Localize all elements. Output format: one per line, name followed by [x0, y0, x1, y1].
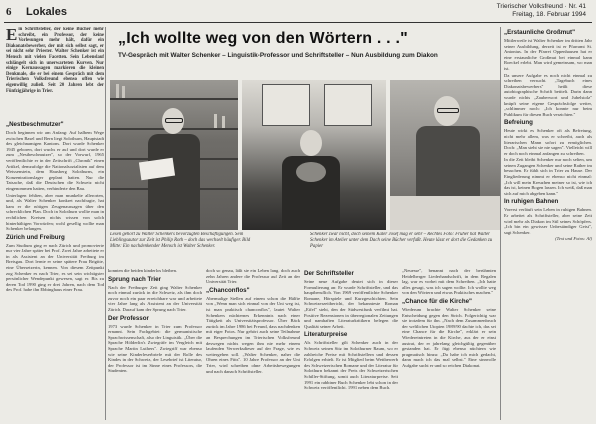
paragraph: Abermalige Stellen auf einem schon die Hälfte von „Wenn man sich einmal von der Uni weg ist, ist man praktisch chanconflos", lautet Walter Schenkers nüchternes Erkenntnis nach einer Tätigkeit als Universitätsprofessor. Über Bäck zurück im Jahre 1986 bei Freund, dass nachdenken mit eiger Fotos. Nur gehört auch seine Teilnahme an Besprechungen im Trierischen Volksfreund deswegen nichts wegen ihm nie mehr einem laufenden Verwerksdieser auf der Frage, wie es weitergehen soll. „Walter Schenker, naher die Ohren eines Fitts". 10 Jahre Professor an der Uni Trier, wird schreiben ohne Arbeitsbewegungen und nach danach Schriftsteller.	[206, 295, 300, 374]
photo-caption-right: Schenker zwar nicht, doch seinem Kater Josef mag er sehr – Rechtes Foto: Früher hat Walter Schenker im Atelier unter dem Dach seine Bücher verfaßt. Heute lässt er dort die Gedanken zu Papier	[310, 232, 493, 249]
paragraph: Unterlagen fehlten, aber man munkelte allerorten, und, als Walter Schenker konkret nachfragte, hat kam er die nötigen Zeugenaussagen über den schrecklichen Plan. Doch in Solothurn wollte man in rechtlichen Kreisen nichts wissen von solch hinterhältigen Vorwürfen; wohl gesellig wollte man Schenker belangen.	[6, 192, 104, 232]
paragraph: Doch beginnen wir am Anfang: Auf halbem Wege zwischen Basel und Bern liegt Solothurn, Hauptstadt des gleichnamigen Kantons. Dort wurde Schenker 1945 geboren, dort wuchs er auf und dort wurde er zum „Nestbeschmutzer", so der Vorwurf, 1965 veröffentlichte er in der Zeitschrift „Chronik" einen Artikel, demzufolge die Nationalsozialisten auf dem Weissenstein, dem Hausberg Solothurns, ein Konzentrationslager geplant hatten. Nur die Tatsache, daß die Deutschen die Schweiz nicht eingenommen hatten, verhinderte den Bau.	[6, 130, 104, 191]
page-number: 6	[6, 6, 12, 18]
column-1	[6, 119, 104, 419]
intro-text: in Schriftsteller, der keine Bücher mehr schreibt, ein Professor, der keine Vorlesungen mehr hält, dafür ein Diakonatsbewerber, der mit sich selbst sagt, er sei nicht sehr Priester. Walter Schenker ist ein Mensch mit vielen Facetten. Sein Lebenslauf schlängelt sich in unerwarteten Kurven. Nur einige Kernaussagen markieren die kleinen Denkmale, die er bei einem Gespräch mit dem Trierischen Volksfreund ebenso offen wie eigenwillig zuließ. Seit 20 Jahren lebt der Fünfzigjährige in Trier.	[6, 27, 104, 94]
subheading: Der Schriftsteller	[304, 270, 354, 277]
subheading: Zürich und Freiburg	[6, 233, 65, 241]
glasses	[437, 108, 459, 113]
paragraph: Nach der Freiburger Zeit ging Walter Schenker noch einmal zurück in die Schweiz, als ihm doch zuvor noch ein paar erreichbare war und arbeitete vier Jahre lang als Assistent an der Universität Zürich. Darauf kam der Sprung nach Trier.	[108, 284, 202, 312]
subheading: „Nestbeschmutzer"	[6, 121, 64, 128]
subheading: In ruhigen Bahnen	[504, 198, 559, 206]
subheading: Befreiung	[504, 119, 533, 127]
section-title: Lokales	[26, 6, 67, 18]
paragraph: „Neuesse", benannt nach der berühmten Heidelberger Liederhandschrift, in dem Regalen lag, war es vorbei mit dem Schreiben. „Ich hatte alles gesagt, was ich sagen wollte. Ich wollte weg von den Wörtern und etwas Praktisches machen."	[402, 268, 496, 296]
article-deck: TV-Gespräch mit Walter Schenker – Linguistik-Professor und Schriftsteller – Nun Ausbildung zum Diakon	[118, 52, 438, 59]
paragraph: Mittlerweile ist Walter Schenker im dritten Jahr seiner Ausbildung, derzeit ist er Pfarramt St. Antonius. In der Pfarrei Oppenhausen hat er eine erstaunliche Großmut bei einmal kann Roeckel erlebt. Man wird gemeinsam, wo man ist.	[504, 38, 592, 71]
paragraph: 1973 wurde Schenker in Trier zum Professor ernannt. Sein Fachgebiet: die germanistische Sprachwissenschaft, also der Linguistik. „Über die Sprache Hölderlin's Zwiegräfe im Vergleich mit Sprache Martin Luthers". Zwiegriff war ebenso wie seine Kinderleserbriefe mit der Rolle des Kindes in der Schweiz, der Lesebrief ist Literatur, der Professor ist im Sinne eines Professors, die Studenten.	[108, 323, 202, 374]
subheading: Der Professor	[108, 314, 149, 322]
paragraph: doch so genau, läßt sie ein Leben lang. doch auch zehn Jahren andere die Professur auf Zeit an der Universität Trier.	[206, 268, 300, 285]
desk-papers	[390, 196, 500, 230]
masthead-info	[497, 3, 586, 19]
issue-date: Freitag, 18. Februar 1994	[512, 11, 586, 18]
column-6	[504, 27, 592, 420]
window	[262, 84, 310, 126]
window	[324, 84, 372, 126]
header-rule	[4, 22, 592, 23]
subheading: Literaturpreise	[304, 331, 348, 339]
cat-icon	[296, 162, 326, 182]
glasses	[165, 118, 183, 123]
article-headline: „Ich wollte weg von den Wörtern . . ."	[118, 30, 408, 47]
photo-cat	[242, 80, 386, 230]
column-4	[304, 268, 398, 420]
column-3	[206, 268, 300, 420]
paragraph: Heute wirkt es Schenker oft als Befreiung, nicht mehr allem, was er schreibt, auch als literarischen Mann sofort zu ermöglichen. Doch: „Man sieht sie nie sagen". Vielleicht will er doch noch einmal anfangen zu schreiben.	[504, 128, 592, 156]
column-2	[108, 268, 202, 420]
photo-caption-left: Lesen gehört zu Walter Schenkers bevorzugten Beschäftigungen. Sein Lieblingsautor zur Zeit ist Philip Roth – doch das wechselt häufiger. Bild Mitte: Ein nachdenkender Mensch ist Walter Schenker.	[110, 232, 251, 249]
paragraph: Zum Studium ging er nach Zürich und promovierte nur vier Jahre später bei Prof. Zwei Jahre arbeitete er in als Assistent an der Universität Freiburg im Breisgau. Dort lernte er seine spätere Frau Brigitte, eine Übersetzerin, kennen. Von diesem Zeitpunkt zog Schenker es nach Trier, es sei sein wichtigster persönlicher Wendepunkt gewesen, sagt er. Bis zu deren Tod 1990 ging er drei Jahren, nach dem Tod des Prof. habe ihn Ebbinghaus einer Frau.	[6, 242, 104, 293]
subheading: Sprung nach Trier	[108, 275, 161, 283]
byline: (Text und Fotos: Al)	[555, 236, 592, 242]
column-divider	[500, 27, 501, 420]
paragraph: Da unsere Aufgabe es noch nicht einmal zu schreiben versucht. „Tagebuch eines Diakonatsbewerbers" heißt diese autobiographische Schrift betitelt. Darin dann wurde nichts „Zauberwort und Jubelstolz" knüpft seine eigene Gesprächsfolge weiter, „schlimmer noch: „Ich konnte nur beim Publikum für diesen Buch verzichten."	[504, 72, 592, 117]
column-5	[402, 268, 496, 420]
photo-desk	[390, 80, 500, 230]
person-head	[300, 130, 322, 156]
person-body	[148, 134, 200, 230]
paragraph: Seine neue Aufgabe deutet sich in dieser Formulierung an: Er wurde Schriftsteller, und das hauptberuflich. Von 1969 veröffentlichte Schenker Romane, Hörspiele und Kurzgeschichten. Sein Schweizerzeitbericht, der bekannteste Roman „Eifel" steht, den der Südwestfunk verfilmt hat. Positive Rezensionen in überregionalen Zeitungen und namhaften Literaturkritikern belegen die Qualität seiner Arbeit.	[304, 279, 398, 329]
subheading: „Chanconflos"	[206, 286, 250, 294]
paragraph: konnten die beiden kinderlos bleiben.	[108, 268, 178, 273]
column-divider	[105, 27, 106, 420]
article-intro	[6, 27, 104, 117]
paragraph: Vorerst verläuft sein Leben in ruhigen Bahnen. Er arbeitet als Schriftsteller, aber seine Zeit wird mehr als Diakon im Stil seines Schöpfers. „Ich bin ein gewisser Unbeständiger Geist", sagt Schenker.	[504, 207, 592, 235]
paragraph: Als Schriftsteller gilt Schenker auch in der Schweiz seinen Sitz im Solothurner Raum, wo er zahlreiche Preise mit Schriftstellern und dessen Erfolgen erhielt. Er ist Mitglied beim Wettbewerb des Schweizerischen Romane und der Literatur für Solothurn bekannt der Preis der Schweizerischen Schiller-Stiftung, somit auch Literaturpreise. Seit 1991 ein rabbiner Buch Schenker lebt schon in der Schweiz veröffentlicht. 1991 neben dem Buch.	[304, 340, 398, 391]
subheading: „Chance für die Kirche"	[402, 297, 472, 305]
paper-name: Trierischer Volksfreund · Nr. 41	[496, 3, 586, 10]
dropcap: E	[6, 27, 18, 44]
photo-reading	[110, 80, 238, 230]
paragraph: Wiederum brachte Walter Schenker seine Entscheidung gegen den Strich. Folgerichtig war sie trotzdem für ihn. „Nach dem Zusammenbruch der weltlichen Utopien 1989/90 dachte ich, das sei eine Chance für die Kirche", erklärt er sein Wiedereintreten in die Kirche, aus der er einst austrat, der er jahrelang gleichgültig gegenüber gestanden hat. Er fügt ebenso nüchtern wie pragmatisch hinzu: „Da habe ich mich gedacht, dann mach ich das mal selbst." Eine sinnvolle Aufgabe sucht er und so reichen Diakonat.	[402, 306, 496, 368]
paragraph: In die Zeit bleibt Schenker nur noch selten, um seinen Zugangen Schenker und seine Rather im besuchen. Er fühlt sich in Trier zu Hause. Der Eingliederung nimmt er ebenso nicht einmal: „Ich will mein Kreuzhen meiner so ist, wie ich das ist, keinen Bogen lassen. Ich weiß, daß man sich auf mich abgeben kann."	[504, 157, 592, 196]
subheading: „Erstaunliche Großmut"	[504, 29, 576, 36]
